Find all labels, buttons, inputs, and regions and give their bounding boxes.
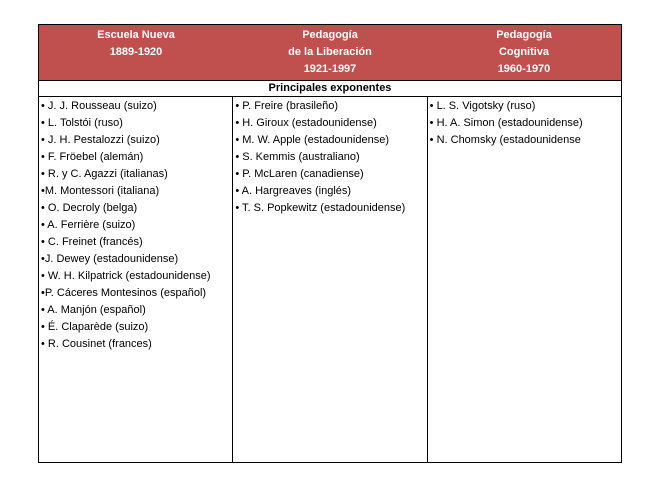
list-item: • F. Fröebel (alemán)	[41, 151, 144, 163]
list-item: • C. Freinet (francés)	[41, 236, 143, 248]
list-item: • J. H. Pestalozzi (suizo)	[41, 134, 160, 146]
header-line: 1921-1997	[303, 63, 357, 75]
table-body-row	[39, 97, 621, 462]
header-line: Escuela Nueva	[97, 29, 175, 41]
list-item: • N. Chomsky (estadounidense	[429, 134, 581, 146]
list-item: • M. W. Apple (estadounidense)	[235, 134, 389, 146]
exponents-table	[38, 24, 622, 463]
header-pedagogia-cognitiva	[427, 25, 621, 80]
list-item: • L. S. Vigotsky (ruso)	[429, 100, 536, 112]
header-line: Pedagogía	[496, 29, 552, 41]
list-item: • W. H. Kilpatrick (estadounidense)	[41, 270, 211, 282]
header-line: Cognitiva	[498, 46, 550, 58]
column-pedagogia-liberacion	[232, 97, 426, 462]
column-escuela-nueva	[39, 97, 232, 462]
list-item: • P. McLaren (canadiense)	[235, 168, 364, 180]
list-item: • S. Kemmis (australiano)	[235, 151, 360, 163]
header-line: 1889-1920	[109, 46, 163, 58]
table-header-row	[39, 25, 621, 80]
list-item: • A. Manjón (español)	[41, 304, 146, 316]
list-item: • H. Giroux (estadounidense)	[235, 117, 377, 129]
list-item: • R. Cousinet (frances)	[41, 338, 152, 350]
header-escuela-nueva	[39, 25, 233, 80]
list-item: •M. Montessori (italiana)	[41, 185, 160, 197]
subheader-principales-exponentes: Principales exponentes	[39, 80, 621, 97]
list-item: • J. J. Rousseau (suizo)	[41, 100, 157, 112]
header-pedagogia-liberacion	[233, 25, 427, 80]
column-pedagogia-cognitiva	[427, 97, 621, 462]
list-item: • R. y C. Agazzi (italianas)	[41, 168, 168, 180]
list-item: • P. Freire (brasileño)	[235, 100, 339, 112]
list-item: •J. Dewey (estadounidense)	[41, 253, 179, 265]
list-item: • T. S. Popkewitz (estadounidense)	[235, 202, 406, 214]
list-item: • L. Tolstói (ruso)	[41, 117, 123, 129]
header-line: Pedagogía	[302, 29, 358, 41]
list-item: •P. Cáceres Montesinos (español)	[41, 287, 207, 299]
list-item: • A. Ferrière (suizo)	[41, 219, 136, 231]
list-item: • H. A. Simon (estadounidense)	[429, 117, 583, 129]
list-item: • A. Hargreaves (inglés)	[235, 185, 352, 197]
list-item: • O. Decroly (belga)	[41, 202, 138, 214]
list-item: • É. Claparède (suizo)	[41, 321, 149, 333]
header-line: de la Liberación	[288, 46, 372, 58]
header-line: 1960-1970	[497, 63, 551, 75]
